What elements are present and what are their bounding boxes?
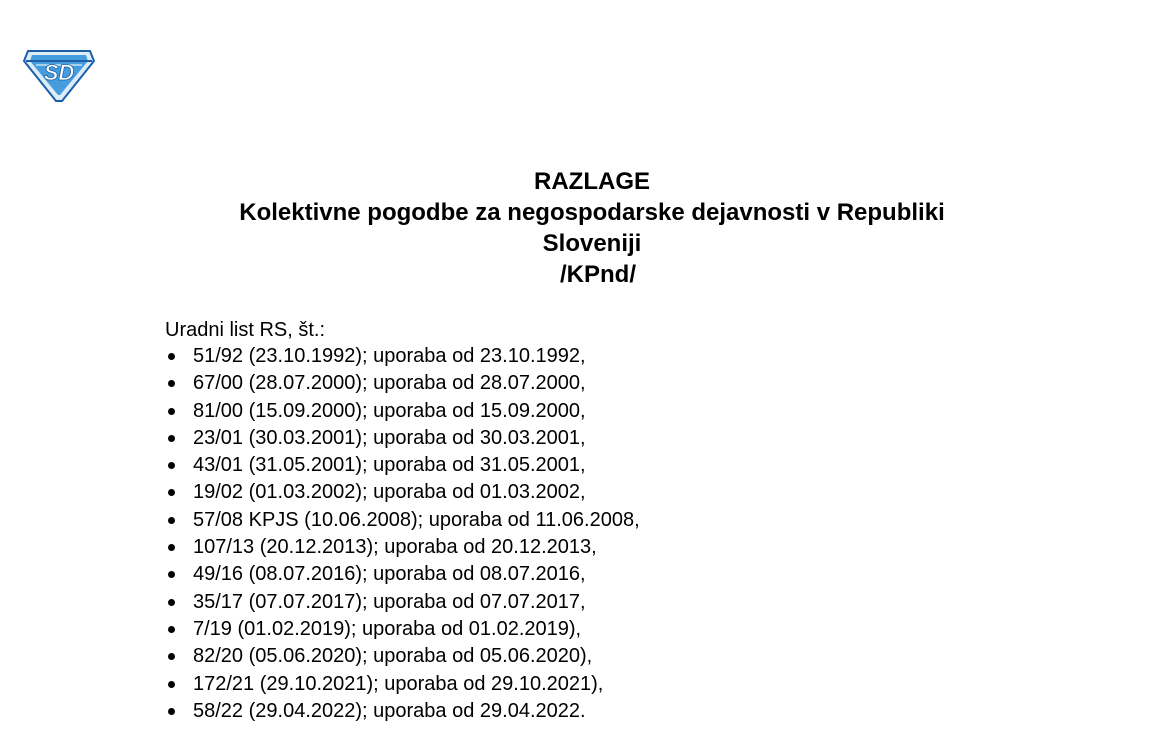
list-item-text: 81/00 (15.09.2000); uporaba od 15.09.2000,	[193, 399, 586, 422]
title-heading: RAZLAGE	[534, 168, 650, 195]
bullet-icon	[168, 462, 175, 469]
document-title	[0, 166, 1157, 290]
list-item-text: 35/17 (07.07.2017); uporaba od 07.07.2017,	[193, 590, 586, 613]
title-code: /KPnd/	[560, 261, 636, 288]
list-item	[165, 671, 640, 698]
bullet-icon	[168, 571, 175, 578]
bullet-icon	[168, 380, 175, 387]
gazette-label: Uradni list RS, št.:	[165, 319, 326, 341]
list-item	[165, 561, 640, 588]
bullet-icon	[168, 435, 175, 442]
bullet-icon	[168, 708, 175, 715]
title-line-2: Sloveniji	[542, 230, 642, 257]
sd-shield-logo-icon	[22, 47, 96, 103]
logo-graphic	[22, 47, 96, 103]
list-item-text: 23/01 (30.03.2001); uporaba od 30.03.2001,	[193, 426, 586, 449]
list-item	[165, 425, 640, 452]
bullet-icon	[168, 653, 175, 660]
title-line-1: Kolektivne pogodbe za negospodarske dejavnosti v Republiki	[239, 199, 945, 226]
list-item-text: 43/01 (31.05.2001); uporaba od 31.05.2001,	[193, 454, 586, 477]
bullet-icon	[168, 599, 175, 606]
list-item	[165, 589, 640, 616]
logo-lettering: SD	[43, 60, 75, 85]
bullet-icon	[168, 489, 175, 496]
list-item	[165, 370, 640, 397]
list-item-text: 67/00 (28.07.2000); uporaba od 28.07.2000,	[193, 372, 586, 395]
bullet-icon	[168, 408, 175, 415]
list-item	[165, 534, 640, 561]
bullet-icon	[168, 626, 175, 633]
bullet-icon	[168, 517, 175, 524]
list-item	[165, 616, 640, 643]
list-item-text: 82/20 (05.06.2020); uporaba od 05.06.2020),	[193, 645, 593, 668]
gazette-list	[165, 343, 640, 725]
bullet-icon	[168, 681, 175, 688]
list-item	[165, 343, 640, 370]
list-item	[165, 479, 640, 506]
list-item-text: 51/92 (23.10.1992); uporaba od 23.10.1992,	[193, 345, 586, 367]
list-item	[165, 643, 640, 670]
list-item	[165, 398, 640, 425]
bullet-icon	[168, 544, 175, 551]
list-item-text: 172/21 (29.10.2021); uporaba od 29.10.2021),	[193, 672, 604, 695]
list-item-text: 107/13 (20.12.2013); uporaba od 20.12.2013,	[193, 536, 597, 559]
list-item	[165, 452, 640, 479]
list-item-text: 49/16 (08.07.2016); uporaba od 08.07.2016,	[193, 563, 586, 586]
bullet-icon	[168, 353, 175, 360]
list-item-text: 58/22 (29.04.2022); uporaba od 29.04.2022.	[193, 699, 586, 722]
list-item-text: 19/02 (01.03.2002); uporaba od 01.03.2002,	[193, 481, 586, 504]
list-item	[165, 507, 640, 534]
list-item-text: 7/19 (01.02.2019); uporaba od 01.02.2019),	[193, 617, 582, 640]
list-item	[165, 698, 640, 725]
list-item-text: 57/08 KPJS (10.06.2008); uporaba od 11.06.2008,	[193, 508, 640, 531]
